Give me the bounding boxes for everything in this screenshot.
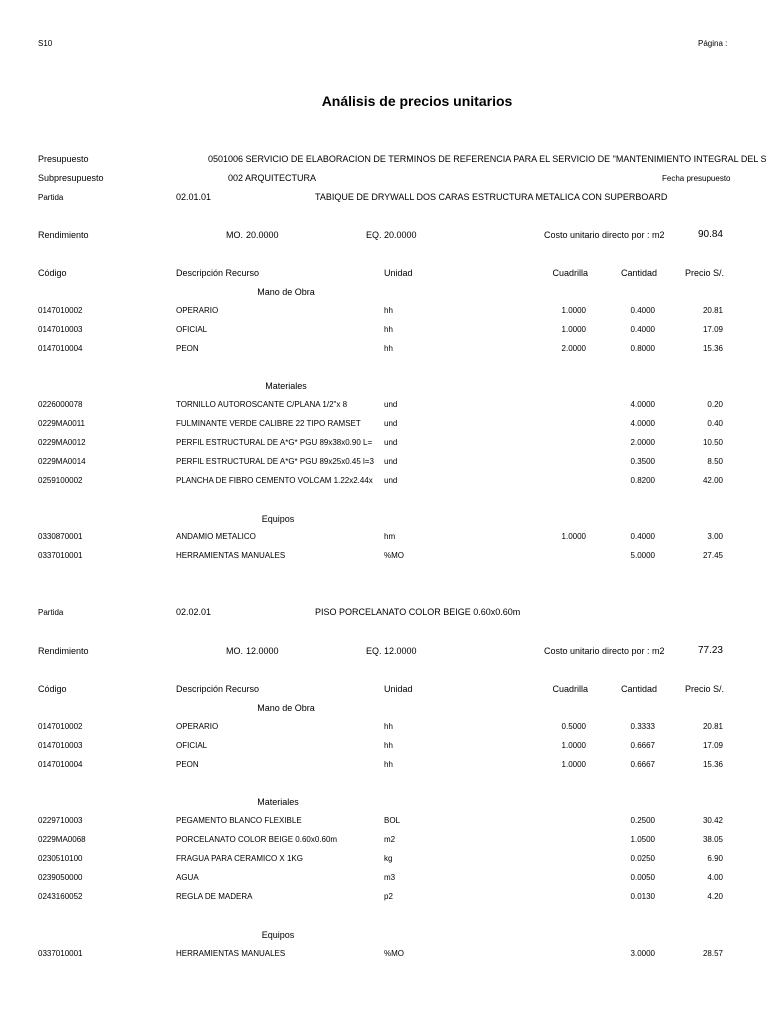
group-title: Materiales — [257, 797, 299, 807]
row-cantidad: 0.0050 — [630, 873, 655, 882]
row-code: 0229710003 — [38, 816, 83, 825]
row-unit: m3 — [384, 873, 396, 882]
partida-code: 02.01.01 — [176, 192, 212, 202]
row-cantidad: 0.3333 — [630, 722, 655, 731]
col-header-descripcion: Descripción Recurso — [176, 268, 260, 278]
costo-unitario-label: Costo unitario directo por : m2 — [544, 646, 665, 656]
partida-description: TABIQUE DE DRYWALL DOS CARAS ESTRUCTURA METALICA CON SUPERBOARD — [315, 192, 668, 202]
row-cantidad: 0.3500 — [630, 457, 655, 466]
row-description: PLANCHA DE FIBRO CEMENTO VOLCAM 1.22x2.44x — [176, 476, 373, 485]
row-cuadrilla: 1.0000 — [561, 306, 586, 315]
row-code: 0243160052 — [38, 892, 83, 901]
row-unit: hh — [384, 722, 393, 731]
row-cantidad: 5.0000 — [630, 551, 655, 560]
group-title: Equipos — [261, 514, 295, 524]
row-cantidad: 2.0000 — [630, 438, 655, 447]
row-cantidad: 4.0000 — [630, 419, 655, 428]
col-header-descripcion: Descripción Recurso — [176, 684, 260, 694]
row-unit: kg — [384, 854, 393, 863]
row-code: 0337010001 — [38, 949, 83, 958]
col-header-unidad: Unidad — [384, 268, 413, 278]
row-description: TORNILLO AUTOROSCANTE C/PLANA 1/2"x 8 — [176, 400, 348, 409]
row-precio: 0.20 — [707, 400, 723, 409]
col-header-codigo: Código — [38, 684, 67, 694]
row-cantidad: 0.6667 — [630, 741, 655, 750]
costo-unitario-value: 77.23 — [697, 645, 723, 656]
col-header-cantidad: Cantidad — [620, 684, 657, 694]
col-header-cuadrilla: Cuadrilla — [552, 268, 588, 278]
row-precio: 4.00 — [707, 873, 723, 882]
row-code: 0229MA0011 — [38, 419, 85, 428]
row-description: PEON — [176, 760, 199, 769]
row-description: FULMINANTE VERDE CALIBRE 22 TIPO RAMSET — [176, 419, 361, 428]
row-code: 0330870001 — [38, 532, 83, 541]
col-header-cuadrilla: Cuadrilla — [552, 684, 588, 694]
row-precio: 15.36 — [702, 344, 723, 353]
eq-label: EQ. — [366, 230, 382, 240]
row-code: 0229MA0068 — [38, 835, 86, 844]
group-title: Mano de Obra — [257, 287, 315, 297]
col-header-unidad: Unidad — [384, 684, 413, 694]
col-header-codigo: Código — [38, 268, 67, 278]
row-code: 0229MA0012 — [38, 438, 86, 447]
row-description: PORCELANATO COLOR BEIGE 0.60x0.60m — [176, 835, 338, 844]
row-code: 0147010003 — [38, 741, 83, 750]
group-title: Materiales — [265, 381, 307, 391]
row-description: OPERARIO — [176, 722, 219, 731]
row-unit: hh — [384, 306, 393, 315]
row-precio: 20.81 — [702, 306, 723, 315]
subpresupuesto-label: Subpresupuesto — [38, 173, 104, 183]
presupuesto-label: Presupuesto — [38, 154, 89, 164]
row-unit: und — [384, 438, 398, 447]
rendimiento-label: Rendimiento — [38, 646, 89, 656]
row-precio: 0.40 — [707, 419, 723, 428]
row-code: 0147010004 — [38, 344, 83, 353]
row-code: 0226000078 — [38, 400, 83, 409]
row-precio: 15.36 — [702, 760, 723, 769]
row-description: HERRAMIENTAS MANUALES — [176, 551, 286, 560]
row-description: PEGAMENTO BLANCO FLEXIBLE — [176, 816, 302, 825]
row-unit: und — [384, 457, 398, 466]
row-description: PERFIL ESTRUCTURAL DE A*G* PGU 89x38x0.90 L= — [176, 438, 373, 447]
row-code: 0239050000 — [38, 873, 83, 882]
row-description: OFICIAL — [176, 741, 208, 750]
row-cuadrilla: 1.0000 — [561, 325, 586, 334]
mo-value: 12.0000 — [246, 646, 279, 656]
partida-description: PISO PORCELANATO COLOR BEIGE 0.60x0.60m — [315, 607, 521, 617]
fecha-presupuesto-label: Fecha presupuesto — [662, 174, 731, 183]
row-cantidad: 0.8000 — [630, 344, 655, 353]
row-precio: 20.81 — [702, 722, 723, 731]
row-unit: %MO — [384, 551, 404, 560]
row-unit: BOL — [384, 816, 401, 825]
row-cantidad: 0.0250 — [630, 854, 655, 863]
row-description: OPERARIO — [176, 306, 219, 315]
row-unit: hh — [384, 760, 393, 769]
row-code: 0229MA0014 — [38, 457, 86, 466]
group-title: Mano de Obra — [257, 703, 315, 713]
costo-unitario-label: Costo unitario directo por : m2 — [544, 230, 665, 240]
row-cantidad: 0.8200 — [630, 476, 655, 485]
row-code: 0147010003 — [38, 325, 83, 334]
row-unit: hh — [384, 344, 393, 353]
row-precio: 30.42 — [702, 816, 723, 825]
row-cantidad: 3.0000 — [630, 949, 655, 958]
row-cuadrilla: 0.5000 — [561, 722, 586, 731]
row-description: ANDAMIO METALICO — [176, 532, 256, 541]
row-code: 0259100002 — [38, 476, 83, 485]
row-precio: 4.20 — [707, 892, 723, 901]
row-precio: 28.57 — [702, 949, 723, 958]
row-description: HERRAMIENTAS MANUALES — [176, 949, 286, 958]
row-precio: 8.50 — [707, 457, 723, 466]
row-cantidad: 0.0130 — [630, 892, 655, 901]
row-precio: 17.09 — [702, 325, 723, 334]
presupuesto-value: 0501006 SERVICIO DE ELABORACION DE TERMINOS DE REFERENCIA PARA EL SERVICIO DE "MANTENIMIENTO INTEGRAL DEL S — [208, 154, 767, 164]
row-unit: m2 — [384, 835, 396, 844]
row-precio: 27.45 — [702, 551, 723, 560]
eq-value: 12.0000 — [384, 646, 417, 656]
row-unit: hm — [384, 532, 396, 541]
row-description: PERFIL ESTRUCTURAL DE A*G* PGU 89x25x0.45 l=3 — [176, 457, 374, 466]
row-unit: und — [384, 419, 398, 428]
col-header-precio: Precio S/. — [684, 684, 724, 694]
report-code: S10 — [38, 39, 53, 48]
row-unit: %MO — [384, 949, 404, 958]
mo-value: 20.0000 — [246, 230, 279, 240]
row-description: REGLA DE MADERA — [176, 892, 253, 901]
row-precio: 42.00 — [702, 476, 723, 485]
row-code: 0230510100 — [38, 854, 83, 863]
row-code: 0147010002 — [38, 306, 83, 315]
eq-label: EQ. — [366, 646, 382, 656]
col-header-precio: Precio S/. — [684, 268, 724, 278]
row-cuadrilla: 2.0000 — [561, 344, 586, 353]
row-unit: hh — [384, 741, 393, 750]
row-cantidad: 0.4000 — [630, 306, 655, 315]
col-header-cantidad: Cantidad — [620, 268, 657, 278]
row-description: AGUA — [176, 873, 199, 882]
page-label: Página : — [698, 39, 728, 48]
partida-code: 02.02.01 — [176, 607, 212, 617]
row-description: FRAGUA PARA CERAMICO X 1KG — [176, 854, 303, 863]
row-cantidad: 4.0000 — [630, 400, 655, 409]
row-unit: und — [384, 476, 398, 485]
row-description: PEON — [176, 344, 199, 353]
row-precio: 10.50 — [702, 438, 723, 447]
row-unit: hh — [384, 325, 393, 334]
row-cuadrilla: 1.0000 — [561, 760, 586, 769]
row-precio: 38.05 — [702, 835, 723, 844]
subpresupuesto-value: 002 ARQUITECTURA — [228, 173, 317, 183]
partida-label: Partida — [38, 608, 64, 617]
rendimiento-label: Rendimiento — [38, 230, 89, 240]
eq-value: 20.0000 — [384, 230, 417, 240]
row-cuadrilla: 1.0000 — [561, 532, 586, 541]
row-cantidad: 0.2500 — [630, 816, 655, 825]
row-precio: 6.90 — [707, 854, 723, 863]
row-cantidad: 0.6667 — [630, 760, 655, 769]
row-cuadrilla: 1.0000 — [561, 741, 586, 750]
row-description: OFICIAL — [176, 325, 208, 334]
row-code: 0147010002 — [38, 722, 83, 731]
row-code: 0147010004 — [38, 760, 83, 769]
row-unit: und — [384, 400, 398, 409]
row-unit: p2 — [384, 892, 393, 901]
row-cantidad: 0.4000 — [630, 532, 655, 541]
mo-label: MO. — [226, 646, 243, 656]
costo-unitario-value: 90.84 — [697, 229, 723, 240]
partida-label: Partida — [38, 193, 64, 202]
row-cantidad: 0.4000 — [630, 325, 655, 334]
row-code: 0337010001 — [38, 551, 83, 560]
group-title: Equipos — [261, 930, 295, 940]
row-precio: 3.00 — [707, 532, 723, 541]
page-title: Análisis de precios unitarios — [321, 93, 513, 109]
row-precio: 17.09 — [702, 741, 723, 750]
mo-label: MO. — [226, 230, 243, 240]
row-cantidad: 1.0500 — [630, 835, 655, 844]
